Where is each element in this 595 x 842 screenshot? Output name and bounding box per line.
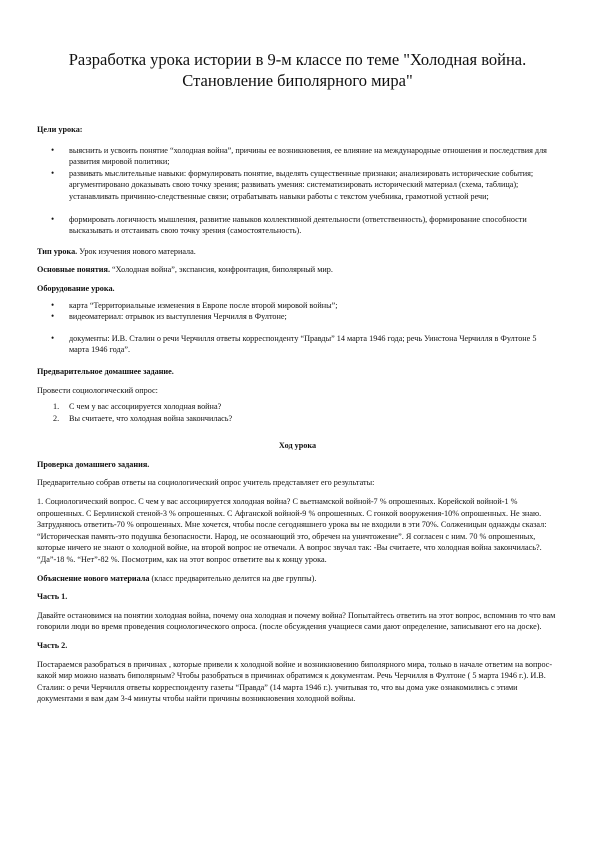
homework-item-1-number: 1. [53,402,60,412]
homework-item-2-number: 2. [53,413,60,423]
title-line-2: Становление биполярного мира" [182,71,413,90]
equipment-item-1: • карта “Территориальные изменения в Европе после второй мировой войны”; [37,300,558,312]
homework-item-2 [37,413,558,425]
equipment-item-3: • документы: И.В. Сталин о речи Черчилля ответы корреспонденту “Правды” 14 марта 1946 года; речь Уинстона Черчилля в Фултоне 5 марта 1946 года”. [37,333,558,356]
goal-item-1: • выяснить и усвоить понятие “холодная война”, причины ее возникновения, ее влияние на международные отношения и последствия для развития мировой политики; [37,145,558,168]
goal-item-2: • развивать мыслительные навыки: формулировать понятие, выделять существенные признаки; анализировать исторические события; аргументировано доказывать свою точку зрения; развивать умения: систематизировать исторический материал (схема, таблица); устанавливать причинно-следственные связи; отрабатывать навыки работы с текстом учебника, грамотной устной речи; [37,168,558,203]
document-title [40,49,555,91]
part-1-text: Давайте остановимся на понятии холодная война, почему она холодная и почему война? Попытайтесь ответить на этот вопрос, вспомнив то что вам говорили люди во время проведения социологического опроса. (после обсуждения учащиеся сами дают определение, записывают его на доске). [37,610,556,632]
lesson-type [37,246,558,258]
goal-item-3: • формировать логичность мышления, развитие навыков коллективной деятельности (ответственность), формирование способности высказывать и отстаивать свою точку зрения (самостоятельность). [37,214,558,237]
explanation-label: Объяснение нового материала [37,573,150,583]
part-2-text: Постараемся разобраться в причинах , которые привели к холодной войне и возникновению биполярного мира, только в начале ответим на вопрос-какой мир можно назвать биполярным? Чтобы разобраться в причинах обратимся к документам. Речь Черчилля в Фултоне ( 5 марта 1946 г.). И.В. Сталин: о речи Черчилля ответы корреспонденту газеты “Правда” (14 марта 1946 г.). учитывая то, что вы дома уже ознакомились с этими документами я вам дам 3-4 минуты чтобы найти причины возникновения холодной войны. [37,659,553,704]
homework-intro: Провести социологический опрос: [37,385,158,395]
part-1-heading: Часть 1. [37,592,68,602]
equipment-list [37,300,558,356]
title-line-1: Разработка урока истории в 9-м классе по теме "Холодная война. [68,50,527,69]
part-2-heading: Часть 2. [37,641,68,650]
lesson-type-label: Тип урока. [37,246,78,256]
explanation-paragraph [37,573,558,585]
homework-heading: Предварительное домашнее задание. [37,366,174,376]
lesson-course-heading: Ход урока [278,441,317,451]
equipment-heading: Оборудование урока. [37,283,115,293]
homework-item-1-text: С чем у вас ассоциируется холодная война? [69,402,222,412]
equipment-item-2: • видеоматериал: отрывок из выступления Черчилля в Фултоне; [37,311,558,323]
explanation-text: (класс предварительно делится на две группы). [149,573,317,583]
homework-item-2-text: Вы считаете, что холодная война закончилась? [69,413,233,423]
basic-concepts-label: Основные понятия. [37,265,110,275]
basic-concepts [37,264,558,276]
homework-item-1 [37,401,558,413]
homework-list [37,401,558,424]
lesson-type-text: Урок изучения нового материала. [77,246,196,256]
homework-check-text: Предварительно собрав ответы на социологический опрос учитель представляет его результаты: [37,478,375,488]
basic-concepts-text: “Холодная война”, экспансия, конфронтация, биполярный мир. [110,265,333,275]
goals-list [37,145,558,237]
document-body [37,124,558,705]
goals-heading: Цели урока: [37,125,83,134]
homework-check-heading: Проверка домашнего задания. [37,459,150,469]
survey-results-text: 1. Социологический вопрос. С чем у вас ассоциируется холодная война? С вьетнамской войной-7 % опрошенных. Корейской войной-1 % опрошенных. С Берлинской стеной-3 % опрошенных. С Афганской войной-9 % опрошенных. С гонкой вооружения-10% опрошенных. Не знаю. Затрудняюсь ответить-70 % опрошенных. Мне хочется, чтобы после сегодняшнего урока вы не входили в эти 70%. Солженицын однажды сказал: “Историческая память-это подушка безопасности. Народ, не осознающий это, обречен на уничтожение”. Я согласен с ним. 70 % опрошенных, которые ничего не знают о холодной войне, на второй вопрос не отвечали. А вопрос звучал так: -Вы считаете, что холодная война закончилась?. “Да”-18 %. “Нет”-82 %. Посмотрим, как на этот вопрос ответите вы к концу урока. [37,497,547,565]
